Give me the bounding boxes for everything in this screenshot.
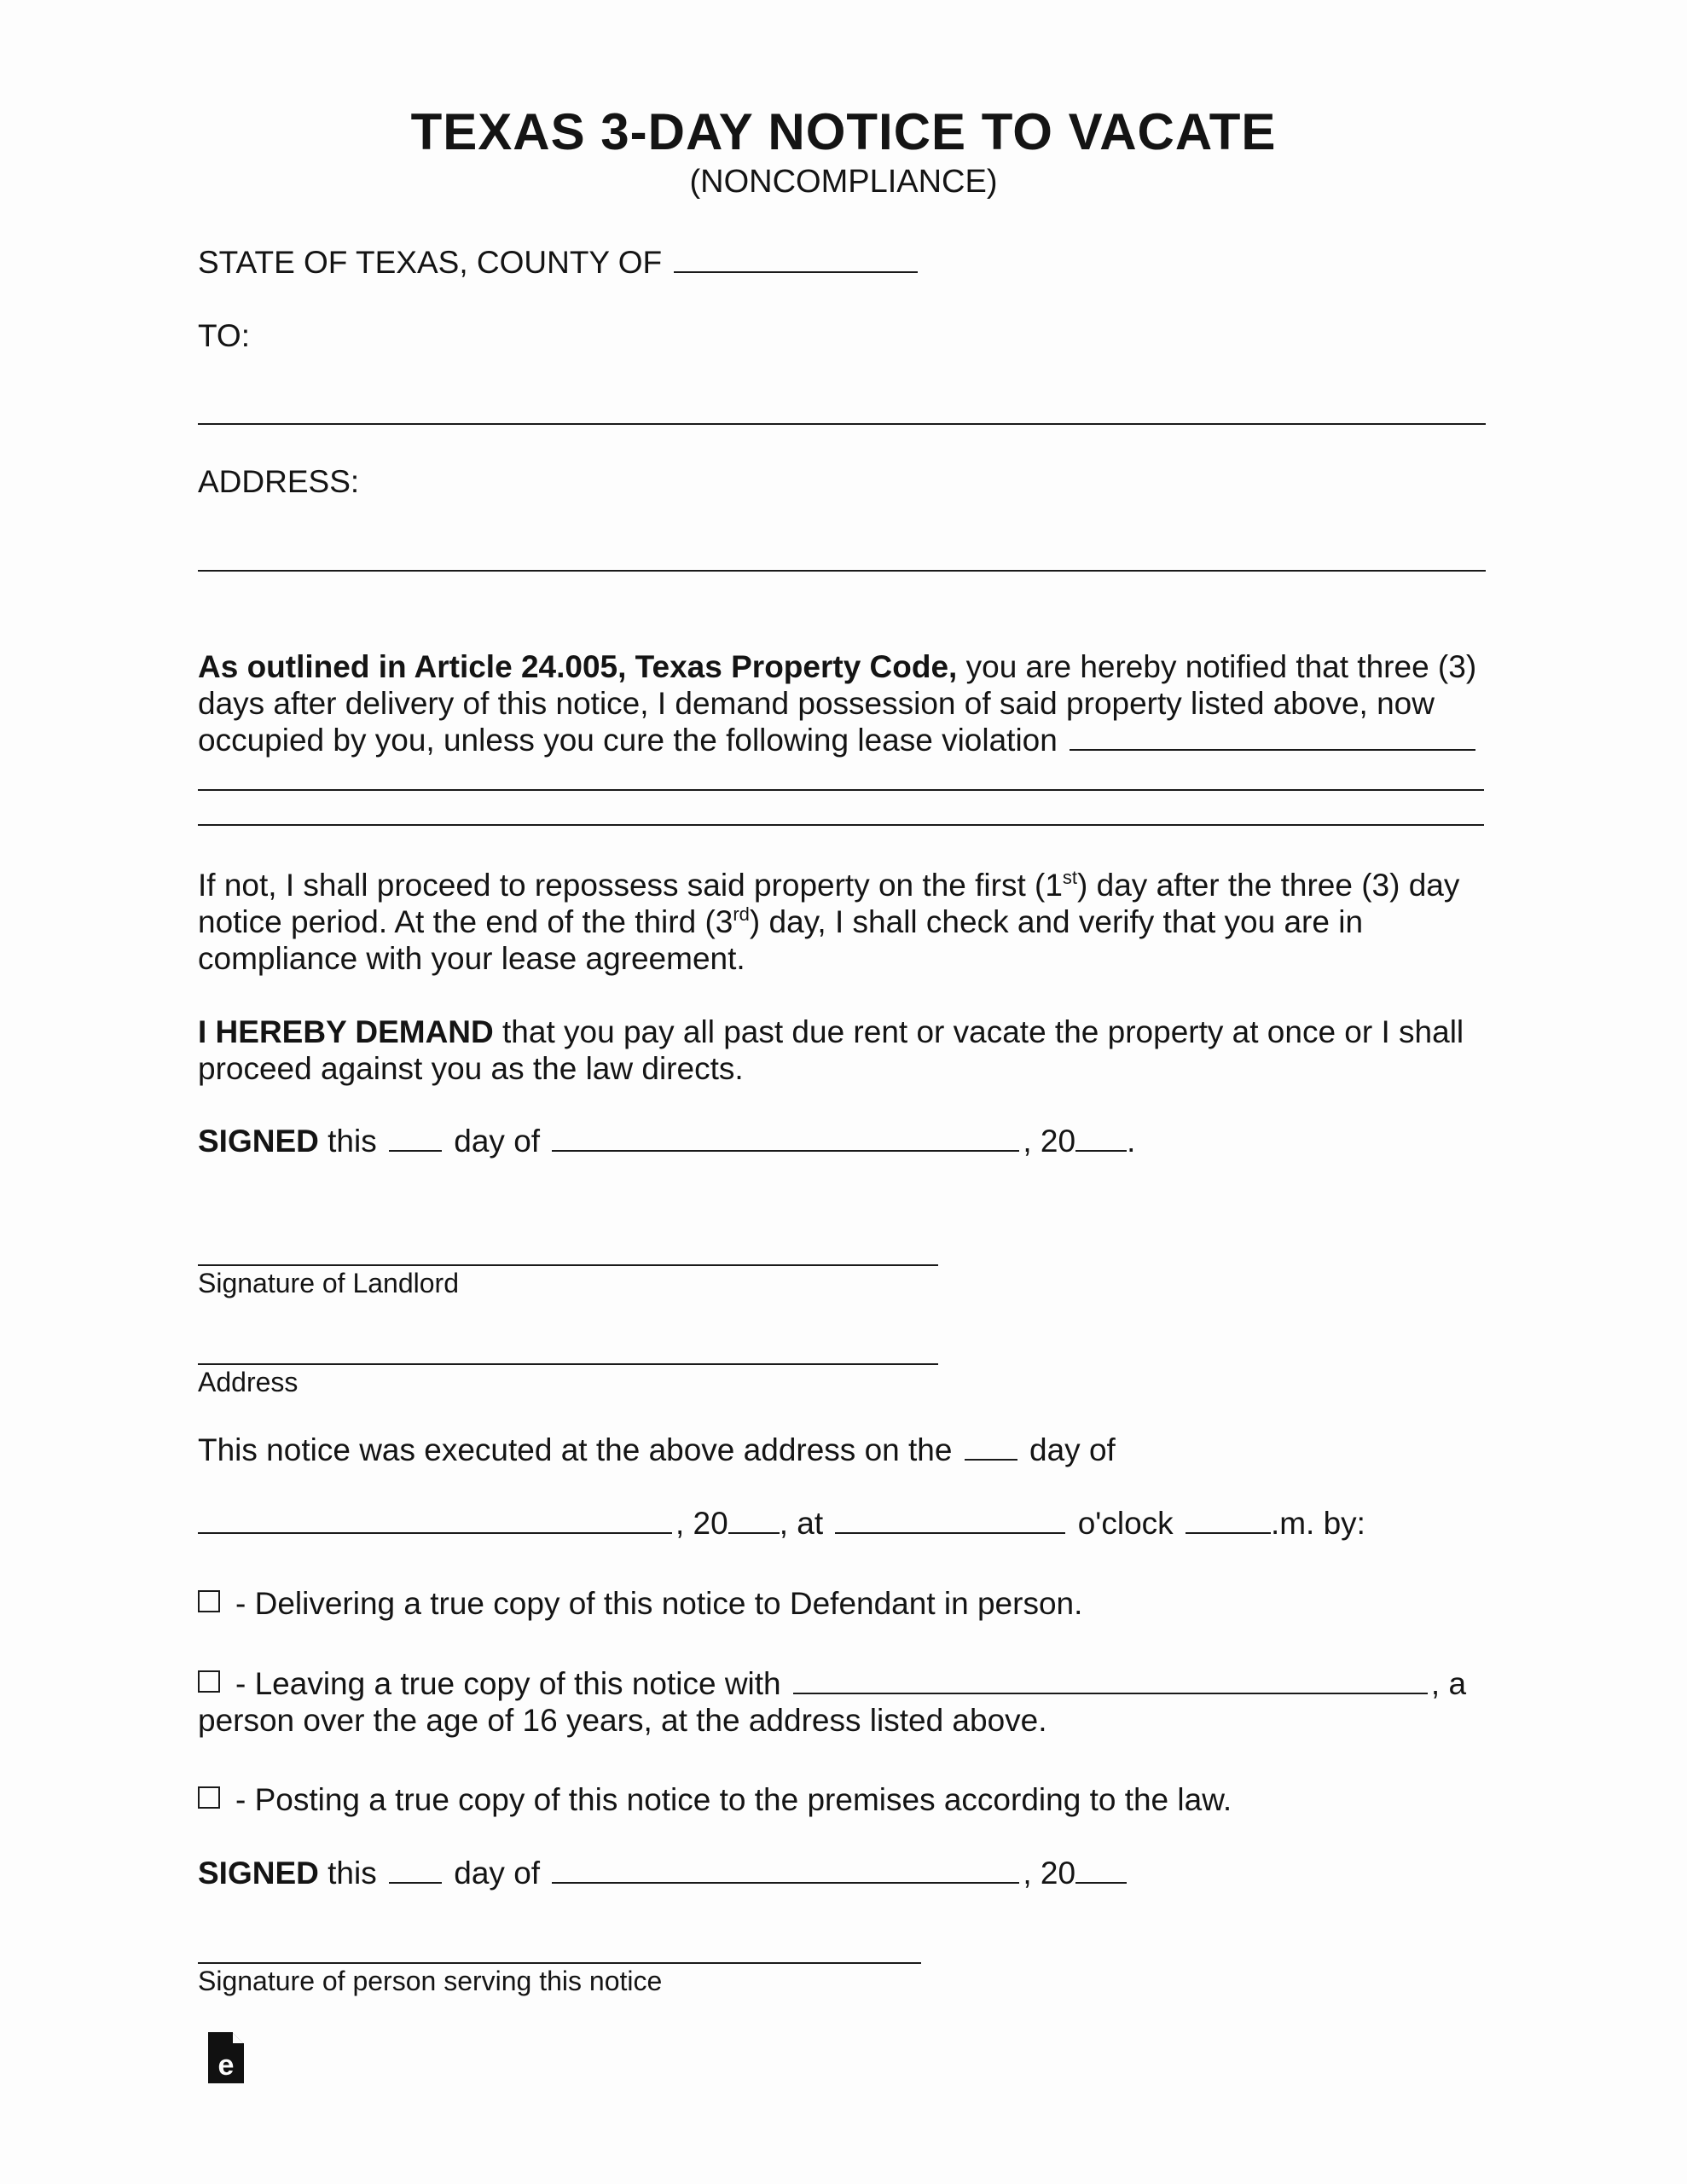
execution-month-blank[interactable]: [198, 1507, 672, 1534]
signed-day-blank[interactable]: [389, 1124, 442, 1152]
option-posting-text: - Posting a true copy of this notice to the premises according to the law.: [235, 1782, 1232, 1817]
address-label: ADDRESS:: [198, 464, 360, 499]
landlord-address-label: Address: [198, 1367, 299, 1397]
para1-line1: [198, 648, 1476, 685]
county-row: [198, 244, 921, 281]
day-of-text: day of: [454, 1124, 541, 1159]
lease-violation-line-2[interactable]: [198, 789, 1484, 791]
server-signature-label: Signature of person serving this notice: [198, 1966, 663, 1996]
signed2-day-blank[interactable]: [389, 1856, 442, 1884]
checkbox-delivering[interactable]: [198, 1590, 220, 1612]
para2-line3: compliance with your lease agreement.: [198, 941, 745, 976]
option-posting: [198, 1781, 1232, 1818]
svg-text:e: e: [217, 2049, 235, 2082]
to-label: TO:: [198, 318, 250, 353]
execution-year-prefix: , 20: [675, 1506, 728, 1541]
article-reference: As outlined in Article 24.005, Texas Property Code,: [198, 649, 958, 684]
signed-label-2: SIGNED: [198, 1856, 319, 1891]
period-text: .: [1127, 1124, 1136, 1159]
checkbox-leaving[interactable]: [198, 1670, 220, 1693]
county-label: STATE OF TEXAS, COUNTY OF: [198, 245, 663, 280]
signed-row-1: [198, 1123, 1135, 1159]
landlord-address-line[interactable]: [198, 1363, 938, 1365]
year-prefix-2: , 20: [1023, 1856, 1076, 1891]
demand-heading: I HEREBY DEMAND: [198, 1014, 494, 1049]
para3-line1-text: that you pay all past due rent or vacate the property at once or I shall: [493, 1014, 1464, 1049]
signed2-year-blank[interactable]: [1075, 1856, 1127, 1884]
server-signature-line[interactable]: [198, 1962, 921, 1964]
option-leaving-text: - Leaving a true copy of this notice with: [235, 1666, 781, 1701]
eforms-logo-icon: [205, 2030, 247, 2085]
execution-day-of: day of: [1029, 1432, 1116, 1467]
checkbox-posting[interactable]: [198, 1786, 220, 1809]
landlord-signature-label: Signature of Landlord: [198, 1268, 459, 1298]
lease-violation-line-3[interactable]: [198, 824, 1484, 826]
to-blank[interactable]: [198, 423, 1486, 425]
signed-label: SIGNED: [198, 1124, 319, 1159]
option-leaving-a: , a: [1430, 1666, 1467, 1701]
county-blank[interactable]: [674, 246, 918, 273]
execution-mby: .m. by:: [1270, 1506, 1365, 1541]
para3-line2: proceed against you as the law directs.: [198, 1051, 744, 1086]
para1-line2: days after delivery of this notice, I demand possession of said property listed above, now: [198, 686, 1435, 721]
signed-month-blank[interactable]: [552, 1124, 1019, 1152]
lease-violation-blank[interactable]: [1070, 723, 1475, 751]
para3-line1: [198, 1014, 1464, 1050]
para1-line3: [198, 722, 1479, 758]
page-subtitle: (NONCOMPLIANCE): [689, 164, 998, 200]
day-of-text-2: day of: [454, 1856, 541, 1891]
execution-oclock: o'clock: [1077, 1506, 1174, 1541]
para1-line3-text: occupied by you, unless you cure the following lease violation: [198, 723, 1058, 758]
address-blank[interactable]: [198, 570, 1486, 572]
year-prefix: , 20: [1023, 1124, 1076, 1159]
para2-line1: [198, 867, 1459, 903]
landlord-signature-line[interactable]: [198, 1264, 938, 1266]
execution-time-blank[interactable]: [835, 1507, 1065, 1534]
execution-at: , at: [779, 1506, 824, 1541]
execution-ampm-blank[interactable]: [1186, 1507, 1271, 1534]
signed-row-2: [198, 1855, 1127, 1891]
this-text: this: [318, 1124, 377, 1159]
option-leaving-line2: person over the age of 16 years, at the address listed above.: [198, 1703, 1047, 1738]
execution-line-2: [198, 1505, 1365, 1542]
signed-year-blank[interactable]: [1075, 1124, 1127, 1152]
ordinal-rd: rd: [733, 903, 750, 925]
option-leaving: [198, 1665, 1466, 1702]
execution-line-1: [198, 1432, 1116, 1468]
execution-day-blank[interactable]: [965, 1433, 1017, 1461]
this-text-2: this: [318, 1856, 377, 1891]
option-delivering: [198, 1585, 1082, 1622]
signed2-month-blank[interactable]: [552, 1856, 1019, 1884]
option-delivering-text: - Delivering a true copy of this notice to Defendant in person.: [235, 1586, 1083, 1621]
para2-line1-a: If not, I shall proceed to repossess said property on the first (1: [198, 868, 1063, 903]
para1-line1-text: you are hereby notified that three (3): [957, 649, 1477, 684]
execution-text: This notice was executed at the above address on the: [198, 1432, 953, 1467]
para2-line2-a: notice period. At the end of the third (3: [198, 904, 733, 939]
para2-line1-b: ) day after the three (3) day: [1077, 868, 1460, 903]
para2-line2-b: ) day, I shall check and verify that you are in: [749, 904, 1364, 939]
execution-year-blank[interactable]: [728, 1507, 780, 1534]
leaving-with-blank[interactable]: [793, 1667, 1428, 1694]
para2-line2: [198, 903, 1363, 940]
page-title: TEXAS 3-DAY NOTICE TO VACATE: [410, 103, 1277, 160]
ordinal-st: st: [1062, 867, 1078, 888]
